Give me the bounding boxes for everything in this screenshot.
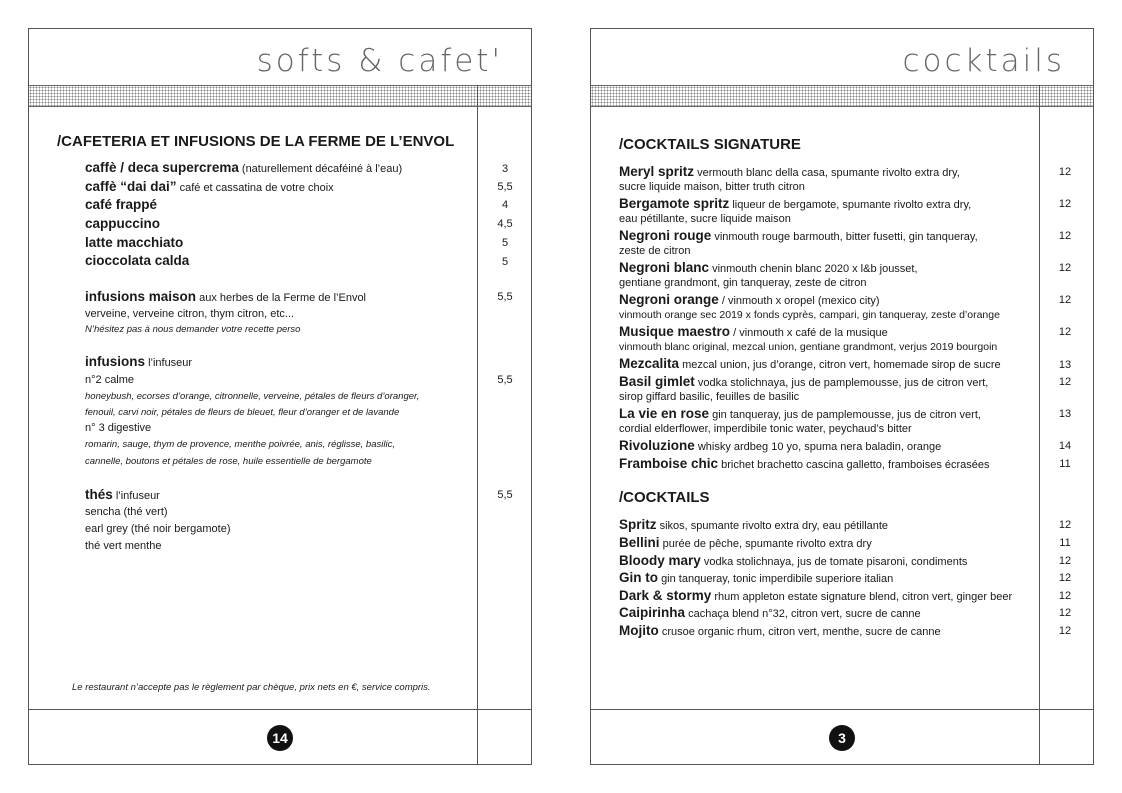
- item-price: 5,5: [497, 374, 513, 386]
- item-note: N’hésitez pas à nous demander votre recette perso: [85, 324, 301, 335]
- item-desc: café et cassatina de votre choix: [179, 182, 334, 194]
- menu-item: [619, 623, 941, 638]
- footer-divider: [29, 709, 531, 710]
- item-name: Meryl spritz: [619, 164, 695, 179]
- item-price: 5: [501, 256, 509, 268]
- item-note: romarin, sauge, thym de provence, menthe poivrée, anis, réglisse, basilic,: [85, 439, 395, 450]
- menu-item: [85, 253, 189, 268]
- menu-item: [619, 228, 978, 243]
- item-desc-line2: gentiane grandmont, gin tanqueray, zeste de citron: [619, 277, 867, 289]
- item-note: honeybush, ecorses d’orange, citronnelle, verveine, pétales de fleurs d’oranger,: [85, 391, 420, 402]
- item-desc-line2: zeste de citron: [619, 245, 691, 257]
- item-name: Bergamote spritz: [619, 196, 730, 211]
- page-title: softs & cafet': [256, 43, 503, 79]
- price-column-divider: [477, 85, 478, 764]
- item-name: Gin to: [619, 570, 658, 585]
- item-desc: crusoe organic rhum, citron vert, menthe, sucre de canne: [661, 626, 941, 638]
- item-name: Spritz: [619, 517, 657, 532]
- item-desc: sikos, spumante rivolto extra dry, eau pétillante: [659, 520, 889, 532]
- item-name: infusions: [85, 354, 145, 369]
- item-detail: sencha (thé vert): [85, 506, 168, 518]
- item-desc-line2: vinmouth orange sec 2019 x fonds cyprès, campari, gin tanqueray, zeste d’orange: [619, 309, 1000, 321]
- item-price: 5,5: [497, 291, 513, 303]
- menu-page-cocktails: [590, 28, 1094, 765]
- item-price: 12: [1058, 230, 1072, 242]
- item-desc: l’infuseur: [115, 490, 160, 502]
- item-price: 5,5: [497, 489, 513, 501]
- item-price: 12: [1058, 607, 1072, 619]
- footer-note: Le restaurant n’accepte pas le règlement par chèque, prix nets en €, service compris.: [72, 682, 431, 693]
- menu-item: [85, 487, 160, 502]
- item-desc: l’infuseur: [148, 357, 193, 369]
- item-name: latte macchiato: [85, 235, 184, 250]
- menu-item: [619, 196, 971, 211]
- item-price: 14: [1058, 440, 1072, 452]
- item-desc-line2: cordial elderflower, imperdibile tonic water, peychaud’s bitter: [619, 423, 912, 435]
- item-note: fenouil, carvi noir, pétales de fleurs de bleuet, fleur d’oranger et de lavande: [85, 407, 400, 418]
- item-name: caffè “dai dai”: [85, 179, 177, 194]
- menu-item: [619, 324, 888, 339]
- menu-item: [619, 588, 1012, 603]
- item-price: 11: [1059, 537, 1071, 549]
- menu-item: [619, 456, 990, 471]
- page-number: 14: [267, 725, 293, 751]
- page-title: cocktails: [902, 43, 1065, 79]
- menu-item: [619, 570, 893, 585]
- menu-item: [85, 289, 366, 304]
- item-price: 12: [1058, 198, 1072, 210]
- item-desc: vodka stolichnaya, jus de pamplemousse, jus de citron vert,: [697, 377, 989, 389]
- menu-item: [619, 260, 918, 275]
- item-desc: mezcal union, jus d’orange, citron vert, homemade sirop de sucre: [682, 359, 1001, 371]
- item-desc: / vinmouth x oropel (mexico city): [721, 295, 880, 307]
- item-price: 4: [501, 199, 509, 211]
- menu-item: [85, 179, 334, 194]
- menu-item: [85, 216, 160, 231]
- menu-item: [85, 354, 192, 369]
- hatched-band: [591, 85, 1093, 107]
- item-name: Negroni rouge: [619, 228, 712, 243]
- item-price: 12: [1058, 590, 1072, 602]
- item-desc-line2: sirop giffard basilic, feuilles de basilic: [619, 391, 800, 403]
- menu-page-softs: [28, 28, 532, 765]
- item-price: 13: [1058, 408, 1072, 420]
- section-title-signature: /COCKTAILS SIGNATURE: [619, 136, 801, 153]
- item-desc: rhum appleton estate signature blend, citron vert, ginger beer: [714, 591, 1013, 603]
- menu-item: [619, 164, 960, 179]
- item-price: 5: [501, 237, 509, 249]
- item-detail: n° 3 digestive: [85, 422, 152, 434]
- menu-item: [85, 235, 183, 250]
- item-name: Mezcalita: [619, 356, 680, 371]
- item-name: infusions maison: [85, 289, 197, 304]
- item-name: cioccolata calda: [85, 253, 190, 268]
- item-name: cappuccino: [85, 216, 161, 231]
- menu-item: [619, 356, 1001, 371]
- item-name: Bellini: [619, 535, 660, 550]
- item-desc: (naturellement décaféiné à l’eau): [241, 163, 403, 175]
- menu-item: [619, 374, 988, 389]
- item-price: 12: [1058, 625, 1072, 637]
- item-desc: whisky ardbeg 10 yo, spuma nera baladin, orange: [697, 441, 942, 453]
- item-detail: earl grey (thé noir bergamote): [85, 523, 231, 535]
- footer-divider: [591, 709, 1093, 710]
- item-detail: thé vert menthe: [85, 540, 162, 552]
- item-desc: purée de pêche, spumante rivolto extra dry: [662, 538, 872, 550]
- item-desc: liqueur de bergamote, spumante rivolto extra dry,: [732, 199, 972, 211]
- menu-item: [619, 517, 888, 532]
- item-price: 12: [1058, 166, 1072, 178]
- menu-item: [619, 438, 941, 453]
- item-desc: brichet brachetto cascina galletto, framboises écrasées: [721, 459, 990, 471]
- item-price: 12: [1058, 519, 1072, 531]
- menu-item: [619, 605, 921, 620]
- item-name: Framboise chic: [619, 456, 719, 471]
- item-name: Bloody mary: [619, 553, 701, 568]
- item-desc-line2: eau pétillante, sucre liquide maison: [619, 213, 791, 225]
- item-name: Rivoluzione: [619, 438, 695, 453]
- item-name: café frappé: [85, 197, 158, 212]
- item-price: 12: [1058, 262, 1072, 274]
- item-name: Dark & stormy: [619, 588, 712, 603]
- item-name: Caipirinha: [619, 605, 686, 620]
- item-name: Negroni blanc: [619, 260, 710, 275]
- item-desc: cachaça blend n°32, citron vert, sucre de canne: [688, 608, 921, 620]
- item-name: La vie en rose: [619, 406, 710, 421]
- item-price: 5,5: [497, 181, 513, 193]
- menu-item: [85, 197, 157, 212]
- item-price: 12: [1058, 555, 1072, 567]
- item-price: 12: [1058, 572, 1072, 584]
- item-price: 13: [1058, 359, 1072, 371]
- item-desc: vinmouth chenin blanc 2020 x l&b jousset,: [712, 263, 918, 275]
- item-price: 12: [1058, 376, 1072, 388]
- item-price: 4,5: [497, 218, 513, 230]
- item-price: 11: [1059, 458, 1071, 470]
- item-desc: vinmouth rouge barmouth, bitter fusetti, gin tanqueray,: [714, 231, 978, 243]
- hatched-band: [29, 85, 531, 107]
- item-desc: vodka stolichnaya, jus de tomate pisaroni, condiments: [703, 556, 968, 568]
- price-column-divider: [1039, 85, 1040, 764]
- item-desc: / vinmouth x café de la musique: [733, 327, 888, 339]
- item-desc-line2: sucre liquide maison, bitter truth citron: [619, 181, 805, 193]
- item-name: Negroni orange: [619, 292, 719, 307]
- item-note: cannelle, boutons et pétales de rose, huile essentielle de bergamote: [85, 456, 372, 467]
- menu-item: [619, 553, 967, 568]
- item-price: 3: [501, 163, 509, 175]
- menu-item: [85, 160, 402, 175]
- item-price: 12: [1058, 326, 1072, 338]
- menu-item: [619, 406, 981, 421]
- item-detail: verveine, verveine citron, thym citron, etc...: [85, 308, 295, 320]
- item-desc: gin tanqueray, jus de pamplemousse, jus de citron vert,: [712, 409, 981, 421]
- item-desc-line2: vinmouth blanc original, mezcal union, gentiane grandmont, verjus 2019 bourgoin: [619, 341, 998, 353]
- item-desc: aux herbes de la Ferme de l’Envol: [199, 292, 367, 304]
- item-name: caffè / deca supercrema: [85, 160, 239, 175]
- item-desc: vermouth blanc della casa, spumante rivolto extra dry,: [697, 167, 960, 179]
- item-detail: n°2 calme: [85, 374, 135, 386]
- page-number: 3: [829, 725, 855, 751]
- item-desc: gin tanqueray, tonic imperdibile superiore italian: [661, 573, 894, 585]
- section-title-cafeteria: /CAFETERIA ET INFUSIONS DE LA FERME DE L’ENVOL: [57, 133, 455, 150]
- section-title-cocktails: /COCKTAILS: [619, 489, 710, 506]
- item-name: Basil gimlet: [619, 374, 695, 389]
- item-price: 12: [1058, 294, 1072, 306]
- menu-item: [619, 535, 872, 550]
- item-name: Musique maestro: [619, 324, 731, 339]
- menu-item: [619, 292, 880, 307]
- item-name: thés: [85, 487, 113, 502]
- item-name: Mojito: [619, 623, 659, 638]
